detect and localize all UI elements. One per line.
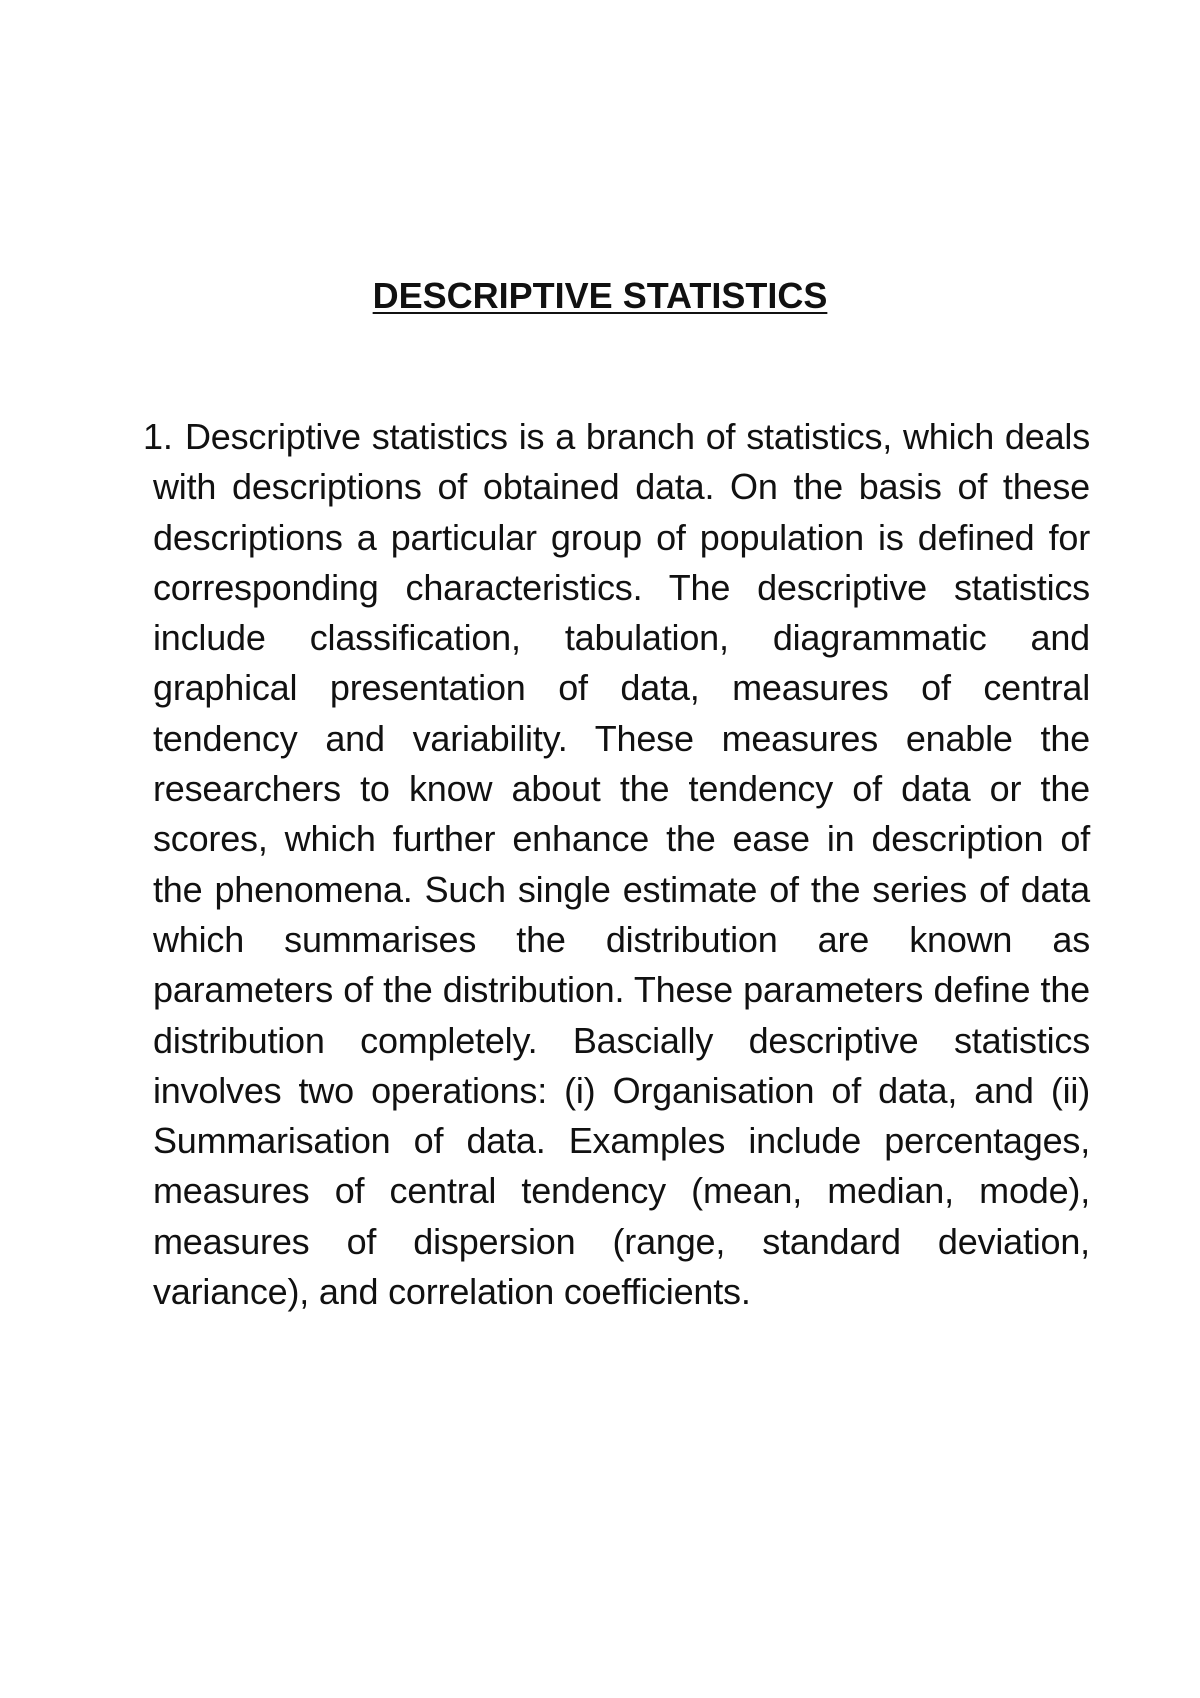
document-title: DESCRIPTIVE STATISTICS: [372, 275, 828, 316]
list-item-text: Descriptive statistics is a branch of statistics, which deals with descriptions of obtained data. On the basis of these descriptions a particular group of population is defined for corresponding characteristics. The descriptive statistics include classification, tabulation, diagrammatic and graphical presentation of data, measures of central tendency and variability. These measures enable the researchers to know about the tendency of data or the scores, which further enhance the ease in description of the phenomena. Such single estimate of the series of data which summarises the distribution are known as parameters of the distribution. These parameters define the distribution completely. Bascially descriptive statistics involves two operations: (i) Organisation of data, and (ii) Summarisation of data. Examples include percentages, measures of central tendency (mean, median, mode), measures of dispersion (range, standard deviation, variance), and correlation coefficients.: [153, 416, 1090, 1313]
list-item-number: 1.: [143, 416, 173, 457]
list-item: [143, 412, 1090, 1317]
numbered-list: [143, 412, 1090, 1317]
